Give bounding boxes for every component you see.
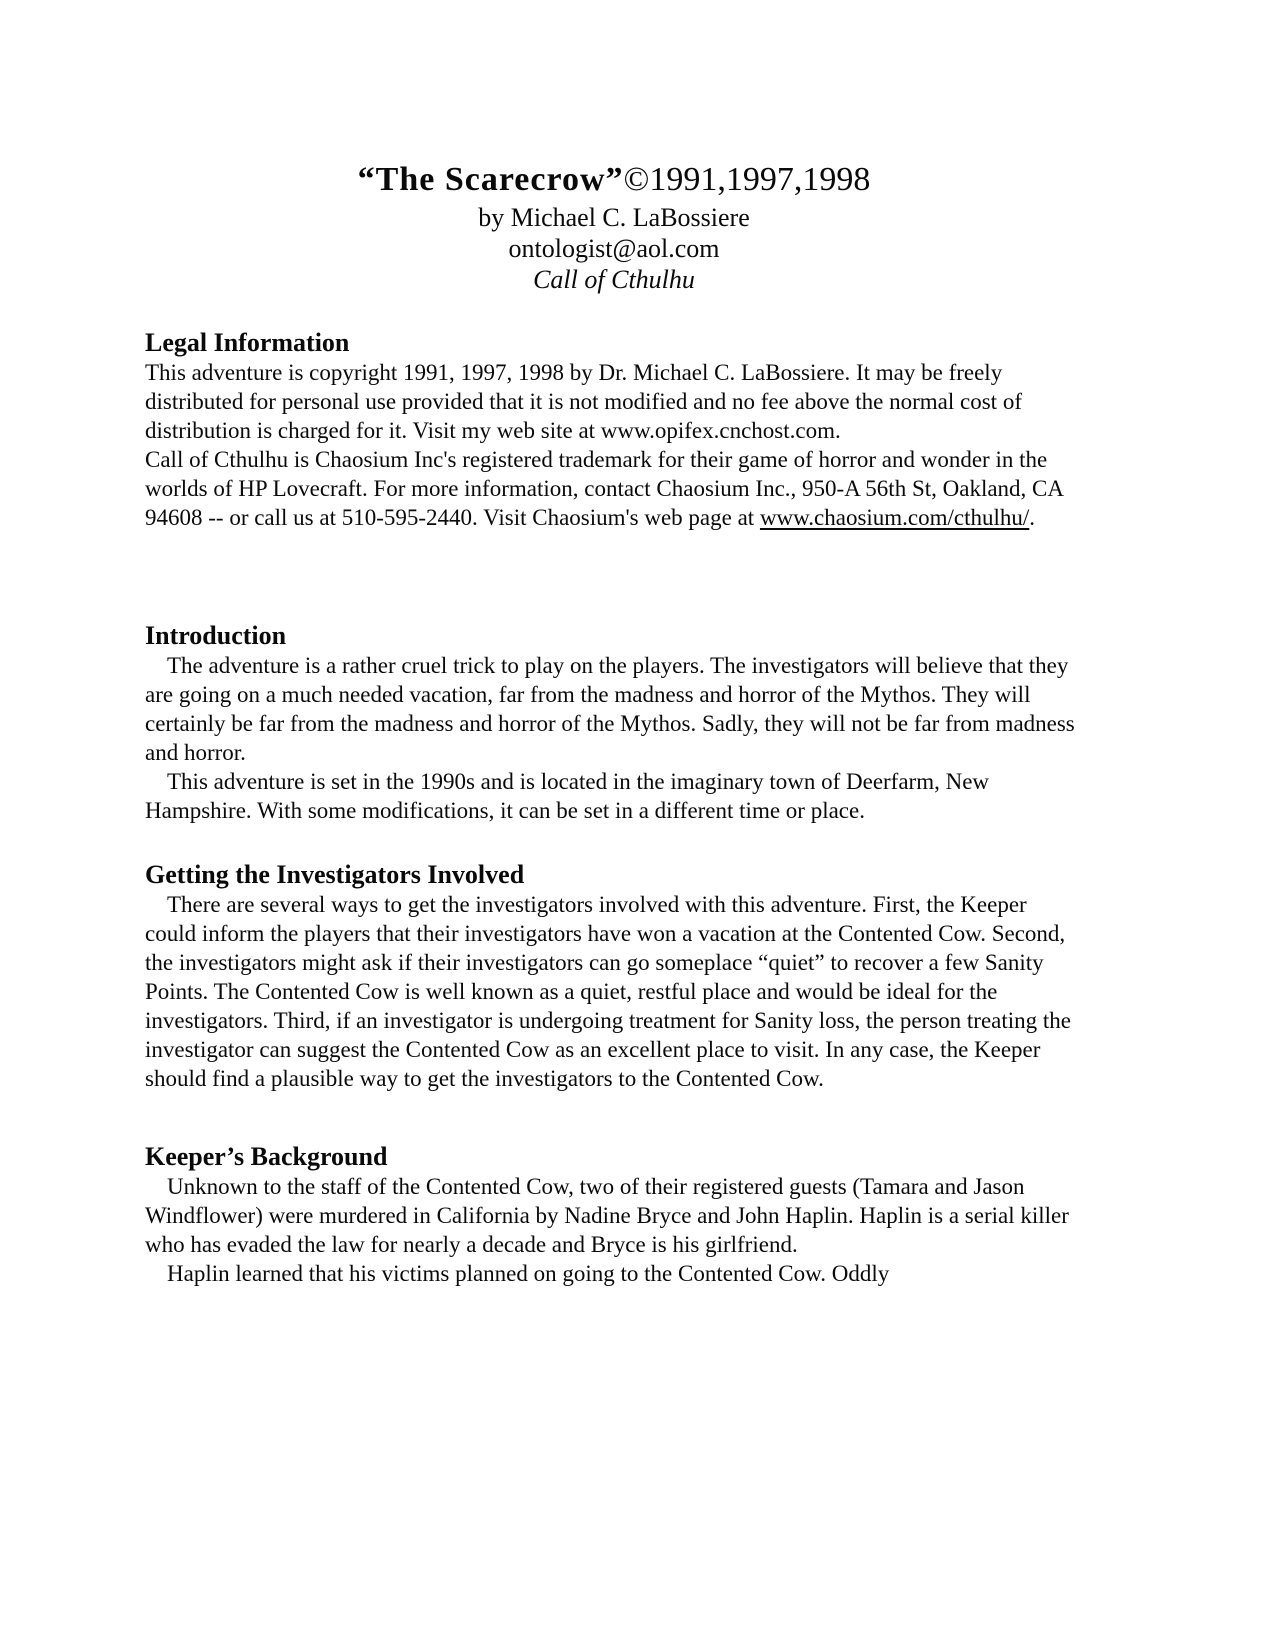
keepers-background-paragraph-1: Unknown to the staff of the Contented Cow, two of their registered guests (Tamara and Jason Windflower) were murdered in California by Nadine Bryce and John Haplin. Haplin is a serial killer who has evaded the law for nearly a decade and Bryce is his girlfriend. <box>145 1174 1069 1257</box>
document-content <box>145 158 1083 1288</box>
getting-involved-paragraph-1: There are several ways to get the investigators involved with this adventure. First, the Keeper could inform the players that their investigators have won a vacation at the Contented Cow. Second, the investigators might ask if their investigators can go someplace “quiet” to recover a few Sanity Points. The Contented Cow is well known as a quiet, restful place and would be ideal for the investigators. Third, if an investigator is undergoing treatment for Sanity loss, the person treating the investigator can suggest the Contented Cow as an excellent place to visit. In any case, the Keeper should find a plausible way to get the investigators to the Contented Cow. <box>145 892 1071 1091</box>
game-system-line: Call of Cthulhu <box>533 265 695 294</box>
legal-paragraph-2-text: Call of Cthulhu is Chaosium Inc's registered trademark for their game of horror and wonder in the worlds of HP Lovecraft. For more information, contact Chaosium Inc., 950-A 56th St, Oakland, CA 94608 -- or call us at 510-595-2440. Visit Chaosium's web page at <box>145 447 1063 530</box>
introduction-paragraph-1: The adventure is a rather cruel trick to play on the players. The investigators will believe that they are going on a much needed vacation, far from the madness and horror of the Mythos. They will certainly be far from the madness and horror of the Mythos. Sadly, they will not be far from madness and horror. <box>145 653 1075 765</box>
legal-paragraph-1: This adventure is copyright 1991, 1997, 1998 by Dr. Michael C. LaBossiere. It may be freely distributed for personal use provided that it is not modified and no fee above the normal cost of distribution is charged for it. Visit my web site at www.opifex.cnchost.com. <box>145 360 1022 443</box>
getting-involved-heading: Getting the Investigators Involved <box>145 860 525 889</box>
section-getting-investigators-involved <box>145 859 1083 1093</box>
section-introduction <box>145 620 1083 825</box>
introduction-paragraph-2: This adventure is set in the 1990s and is located in the imaginary town of Deerfarm, New Hampshire. With some modifications, it can be set in a different time or place. <box>145 769 990 823</box>
section-keepers-background <box>145 1141 1083 1288</box>
introduction-heading: Introduction <box>145 621 287 650</box>
document-title-copyright: ©1991,1997,1998 <box>623 161 871 198</box>
legal-information-heading: Legal Information <box>145 328 350 357</box>
legal-paragraph-2-period: . <box>1029 505 1036 530</box>
chaosium-web-link[interactable]: www.chaosium.com/cthulhu/ <box>759 505 1030 530</box>
author-byline: by Michael C. LaBossiere <box>478 203 750 232</box>
document-title <box>145 158 1083 202</box>
section-legal-information <box>145 327 1083 532</box>
legal-paragraph-2 <box>145 445 1083 532</box>
author-email: ontologist@aol.com <box>508 234 720 263</box>
title-block <box>145 158 1083 295</box>
keepers-background-heading: Keeper’s Background <box>145 1142 388 1171</box>
document-title-name: “The Scarecrow” <box>357 161 624 198</box>
keepers-background-paragraph-2: Haplin learned that his victims planned on going to the Contented Cow. Oddly <box>167 1261 890 1286</box>
